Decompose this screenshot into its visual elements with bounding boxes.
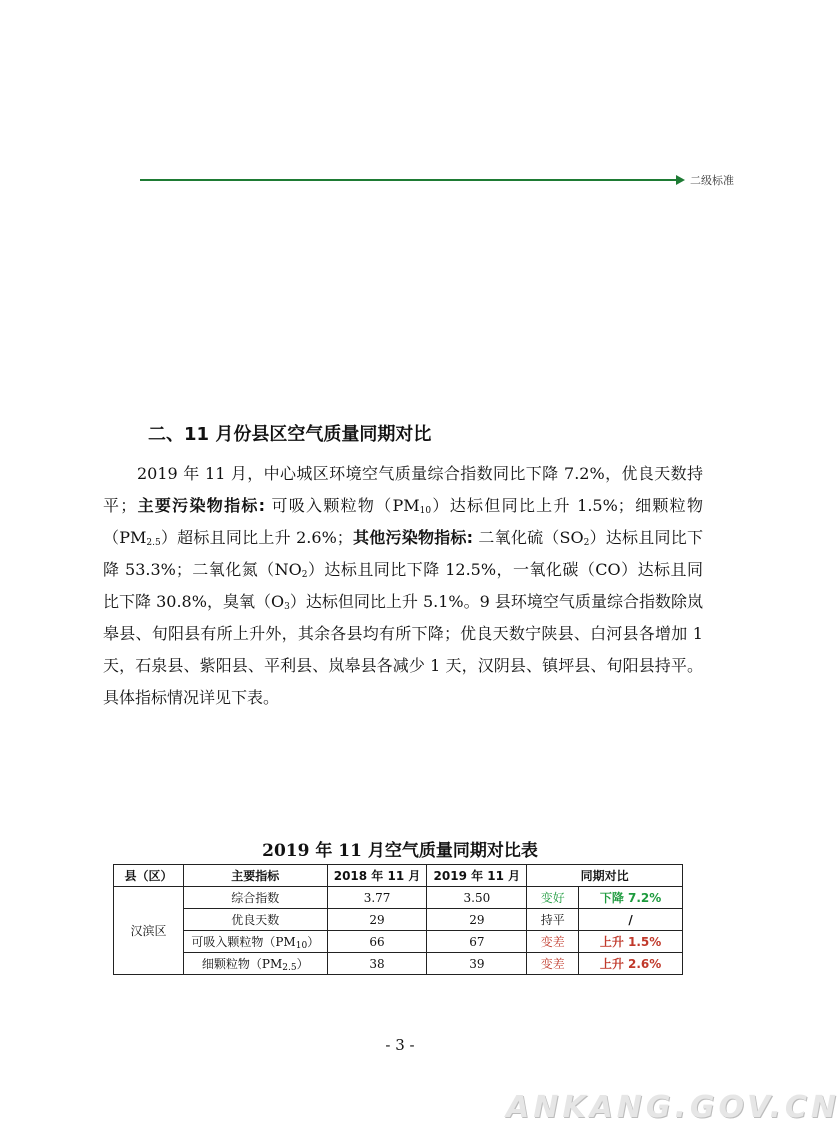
table-caption: 2019 年 11 月空气质量同期对比表 [262, 841, 538, 861]
table-header-row [114, 865, 683, 887]
county-cell: 汉滨区 [114, 887, 184, 975]
indicator-text: 可吸入颗粒物（PM [191, 935, 296, 949]
value-2018: 29 [327, 909, 427, 931]
para-text: 二氧化硫（SO [473, 528, 584, 547]
header-county: 县（区） [114, 865, 184, 887]
value-2019: 29 [427, 909, 527, 931]
page-number: - 3 - [385, 1036, 415, 1054]
table-row [114, 909, 683, 931]
indicator-cell [183, 953, 327, 975]
indicator-text: 细颗粒物（PM [201, 957, 283, 971]
value-2018: 38 [327, 953, 427, 975]
trend-cell: 持平 [527, 909, 579, 931]
para-bold: 其他污染物指标: [352, 528, 474, 547]
header-label: 二级标准 [690, 174, 734, 187]
indicator-cell: 综合指数 [183, 887, 327, 909]
subscript: 2 [583, 538, 590, 548]
para-text: 2019 年 11 月，中心城区环境空气质量综合指数同比下降 7.2%，优良天数持平； [103, 464, 703, 515]
value-2019: 39 [427, 953, 527, 975]
table-row [114, 953, 683, 975]
para-text: ）达标且同比下降 53.3%；二氧化氮（NO [103, 528, 703, 579]
trend-cell: 变差 [527, 953, 579, 975]
value-2019: 67 [427, 931, 527, 953]
para-text: ）达标但同比上升 1.5%；细颗粒物（PM [103, 496, 703, 547]
header-2018: 2018 年 11 月 [327, 865, 427, 887]
para-text: ）达标但同比上升 5.1%。9 县环境空气质量综合指数除岚皋县、旬阳县有所上升外，其余各县均有所下降；优良天数宁陕县、白河县各增加 1 天，石泉县、紫阳县、平利县、岚皋县各减少 1 天，汉阴县、镇坪县、旬阳县持平。具体指标情况详见下表。 [103, 592, 703, 707]
body-paragraph [103, 458, 703, 714]
header-indicator: 主要指标 [183, 865, 327, 887]
trend-cell: 变差 [527, 931, 579, 953]
table-row [114, 887, 683, 909]
subscript: 3 [284, 602, 290, 612]
indicator-cell: 优良天数 [183, 909, 327, 931]
subscript: 2.5 [282, 963, 297, 973]
para-text: ）达标且同比下降 12.5%，一氧化碳（CO）达标且同比下降 30.8%，臭氧（O [103, 560, 703, 611]
indicator-cell [183, 931, 327, 953]
trend-cell: 变好 [527, 887, 579, 909]
value-2019: 3.50 [427, 887, 527, 909]
indicator-text: ） [296, 957, 309, 971]
para-bold: 主要污染物指标: [136, 496, 266, 515]
header-2019: 2019 年 11 月 [427, 865, 527, 887]
subscript: 2.5 [146, 538, 161, 548]
change-cell: 上升 2.6% [579, 953, 683, 975]
subscript: 10 [295, 941, 308, 951]
para-text: 可吸入颗粒物（PM [265, 496, 420, 515]
indicator-text: ） [307, 935, 320, 949]
value-2018: 66 [327, 931, 427, 953]
header-rule [140, 179, 678, 181]
table-row [114, 931, 683, 953]
subscript: 2 [301, 570, 308, 580]
change-cell: 下降 7.2% [579, 887, 683, 909]
subscript: 10 [419, 506, 432, 516]
arrow-right-icon [676, 175, 685, 185]
change-cell: 上升 1.5% [579, 931, 683, 953]
para-text: ）超标且同比上升 2.6%； [160, 528, 353, 547]
comparison-table [113, 864, 683, 975]
value-2018: 3.77 [327, 887, 427, 909]
header-compare: 同期对比 [527, 865, 683, 887]
watermark: ANKANG.GOV.CN [506, 1090, 840, 1125]
section-heading: 二、11 月份县区空气质量同期对比 [148, 424, 432, 445]
change-cell: / [579, 909, 683, 931]
